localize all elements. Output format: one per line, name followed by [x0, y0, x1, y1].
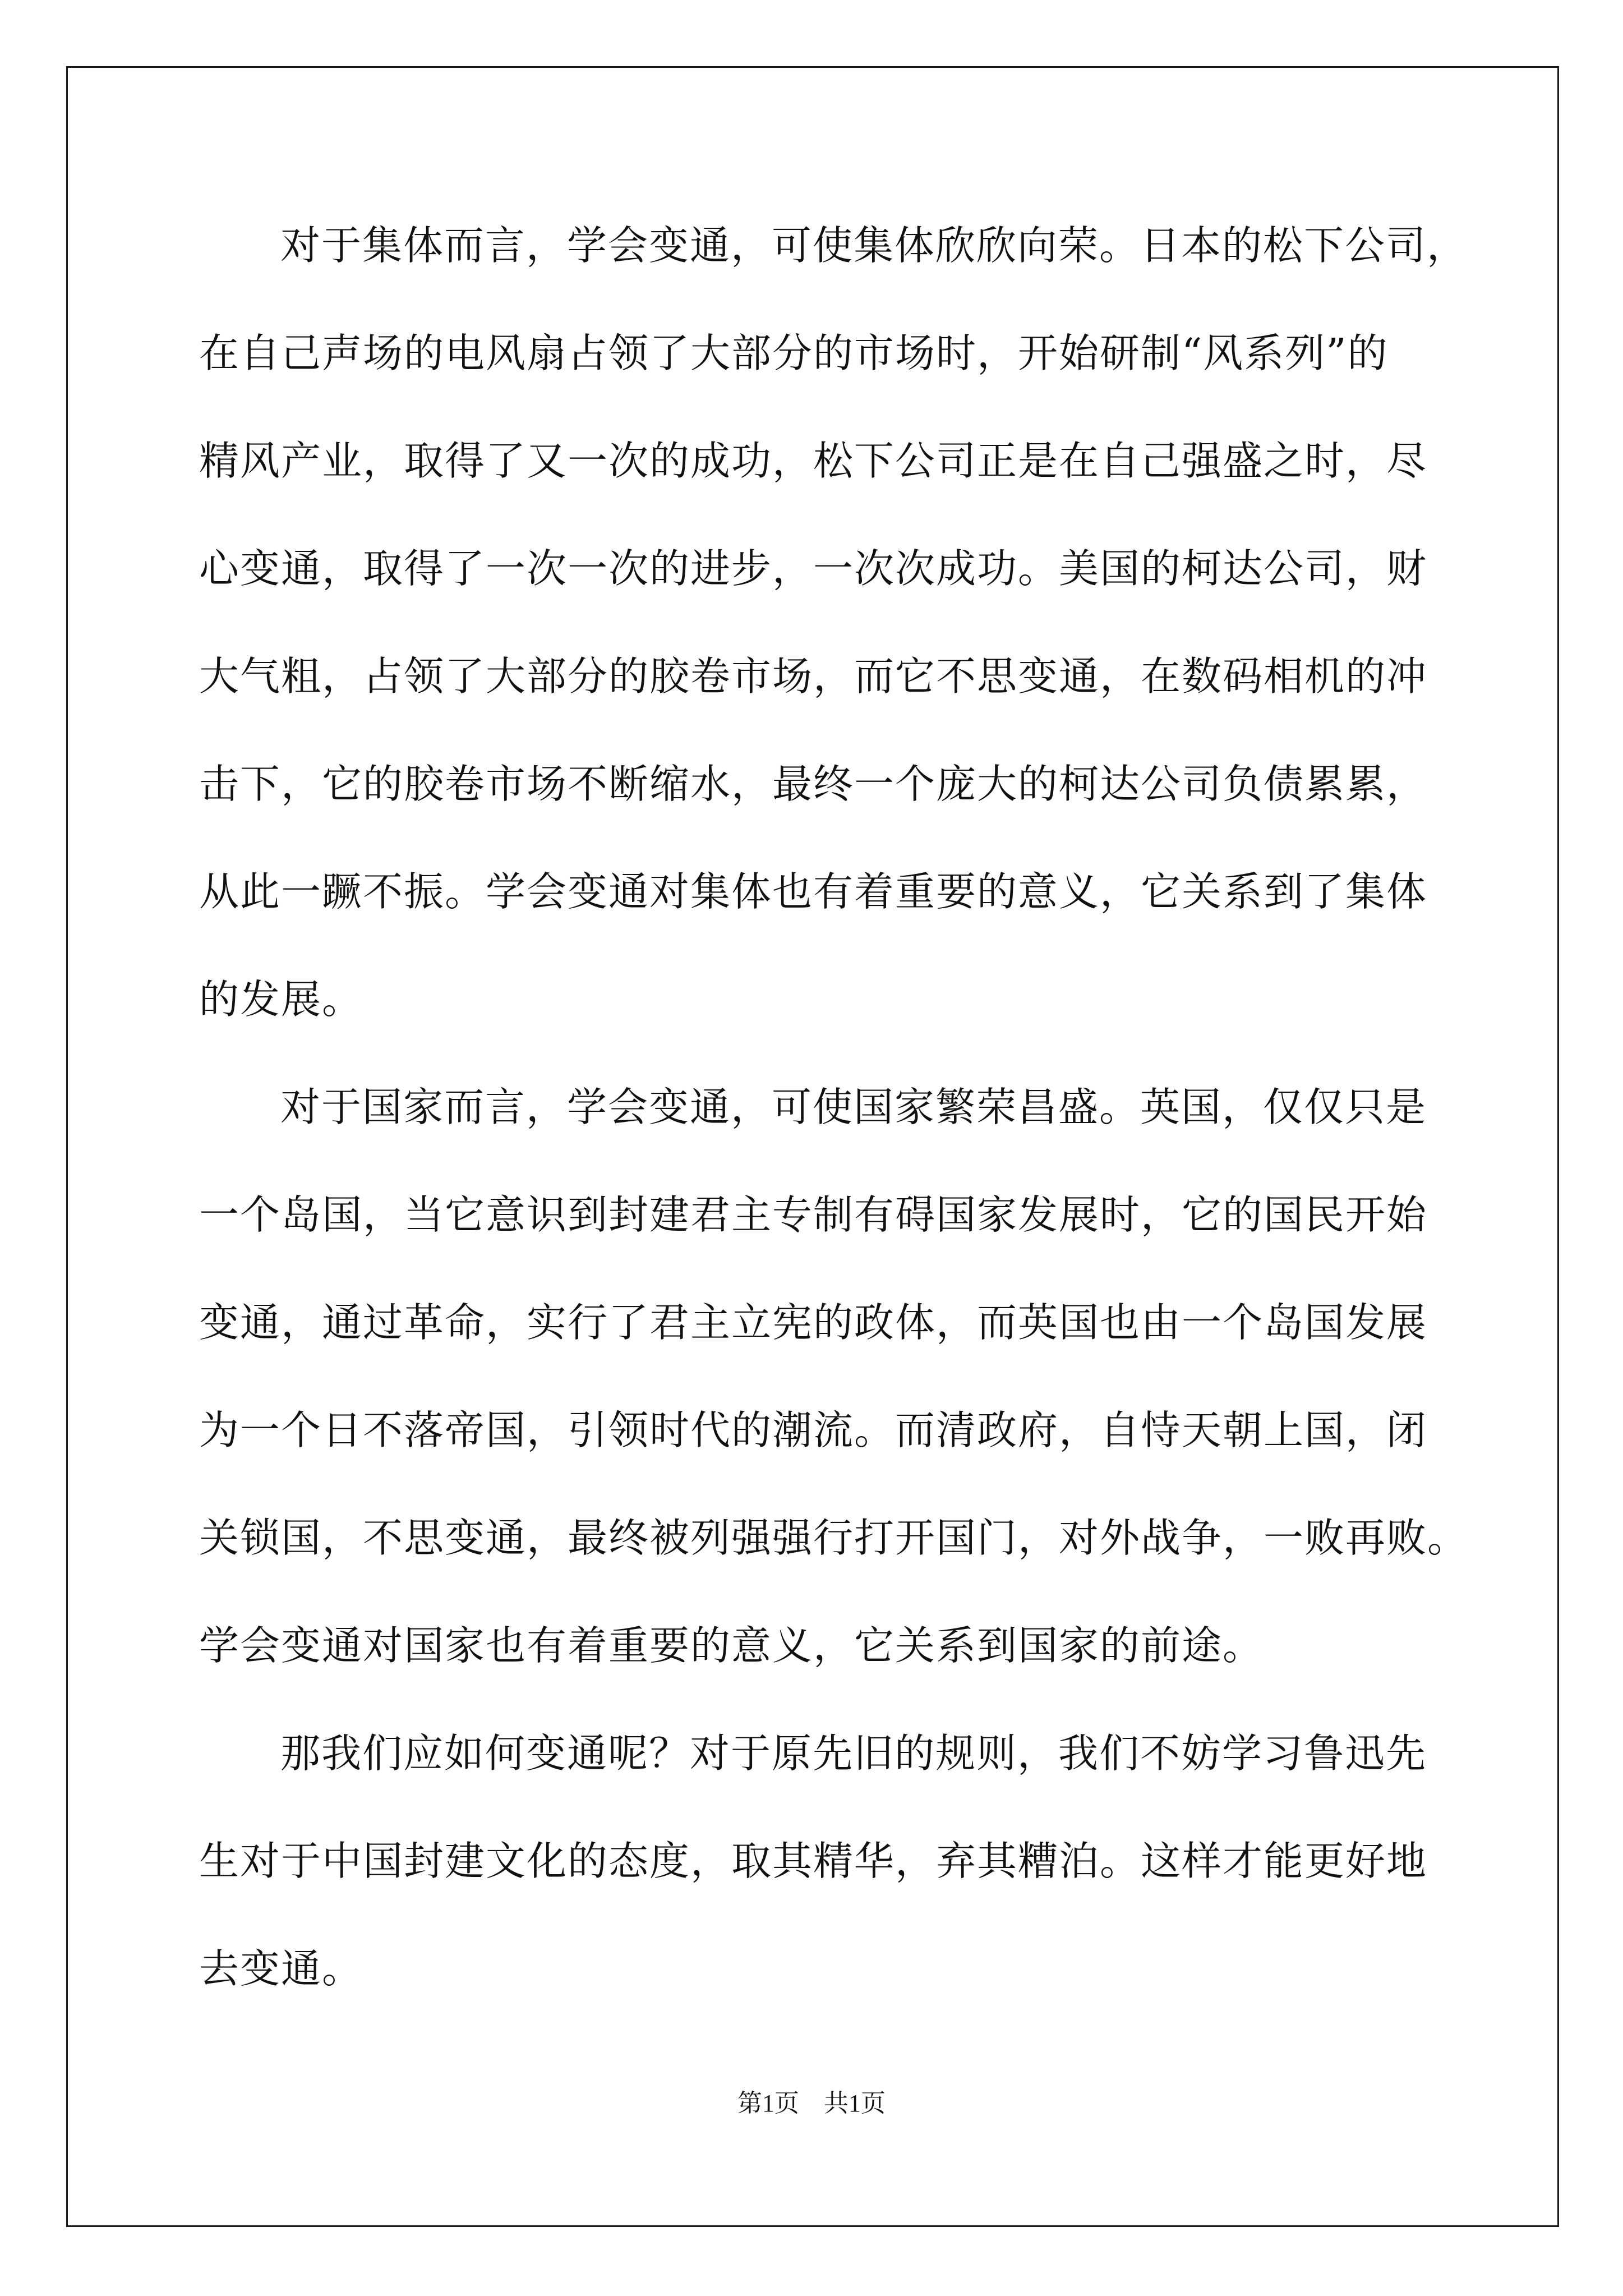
- paragraph-2-line-6: 学会变通对国家也有着重要的意义，它关系到国家的前途。: [199, 1622, 1264, 1669]
- paragraph-1-line-3: 精风产业，取得了又一次的成功，松下公司正是在自己强盛之时，尽: [199, 438, 1428, 484]
- paragraph-1-line-2: 在自己声场的电风扇占领了大部分的市场时，开始研制“风系列”的: [199, 330, 1389, 376]
- paragraph-1-line-8: 的发展。: [199, 976, 363, 1023]
- paragraph-1-line-7: 从此一蹶不振。学会变通对集体也有着重要的意义，它关系到了集体: [199, 868, 1428, 915]
- paragraph-1-line-4: 心变通，取得了一次一次的进步，一次次成功。美国的柯达公司，财: [199, 545, 1428, 592]
- paragraph-2-line-5: 关锁国，不思变通，最终被列强强行打开国门，对外战争，一败再败。: [199, 1515, 1469, 1561]
- paragraph-2-line-1: 对于国家而言，学会变通，可使国家繁荣昌盛。英国，仅仅只是: [280, 1084, 1427, 1130]
- paragraph-1-line-5: 大气粗，占领了大部分的胶卷市场，而它不思变通，在数码相机的冲: [199, 653, 1428, 700]
- paragraph-3-line-2: 生对于中国封建文化的态度，取其精华，弃其糟泊。这样才能更好地: [199, 1838, 1428, 1884]
- paragraph-2-line-2: 一个岛国，当它意识到封建君主专制有碍国家发展时，它的国民开始: [199, 1191, 1428, 1238]
- paragraph-2-line-4: 为一个日不落帝国，引领时代的潮流。而清政府，自恃天朝上国，闭: [199, 1407, 1428, 1453]
- paragraph-1-line-1: 对于集体而言，学会变通，可使集体欣欣向荣。日本的松下公司，: [280, 222, 1468, 269]
- page-number-footer: 第1页 共1页: [737, 2090, 886, 2117]
- paragraph-3-line-3: 去变通。: [199, 1945, 363, 1992]
- paragraph-2-line-3: 变通，通过革命，实行了君主立宪的政体，而英国也由一个岛国发展: [199, 1299, 1428, 1346]
- page-border: [66, 66, 1559, 2227]
- paragraph-3-line-1: 那我们应如何变通呢？对于原先旧的规则，我们不妨学习鲁迅先: [280, 1730, 1427, 1777]
- paragraph-1-line-6: 击下，它的胶卷市场不断缩水，最终一个庞大的柯达公司负债累累，: [199, 761, 1428, 807]
